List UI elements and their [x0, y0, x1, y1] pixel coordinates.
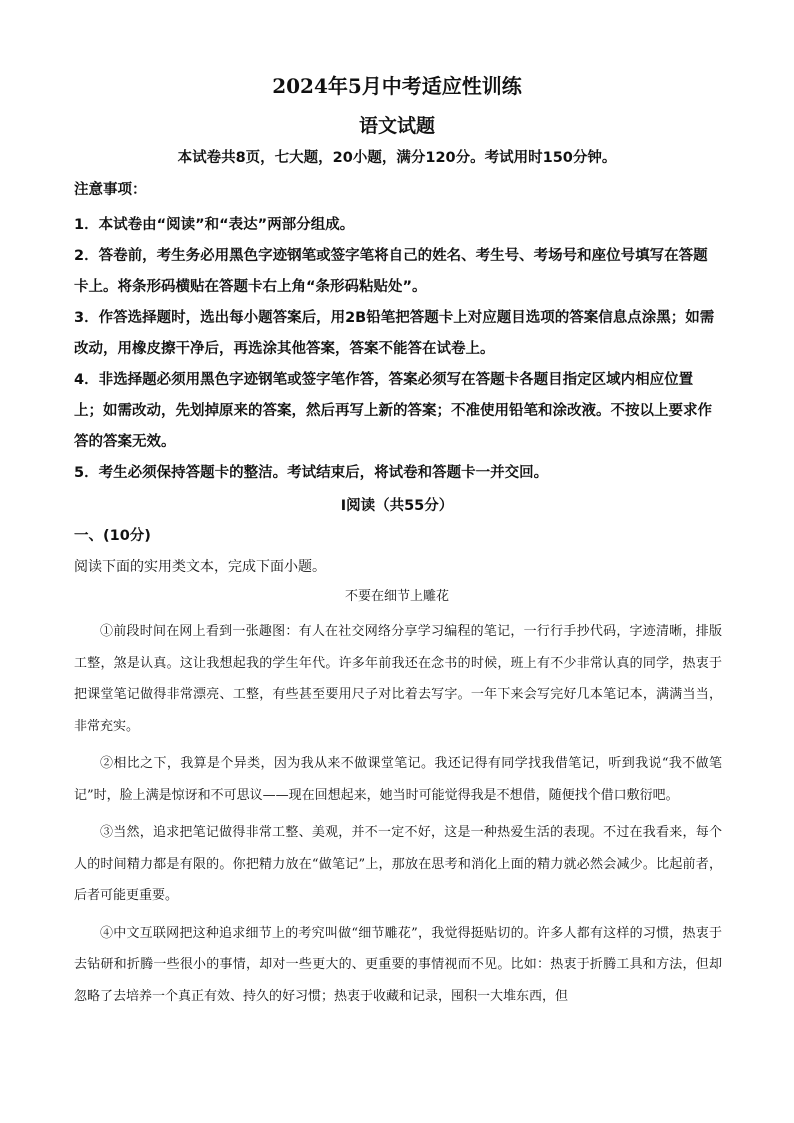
- article-paragraph: ④中文互联网把这种追求细节上的考究叫做“细节雕花”，我觉得挺贴切的。许多人都有这样的习惯，热衷于去钻研和折腾一些很小的事情，却对一些更大的、更重要的事情视而不见。比如：热衷于折腾工具和方法，但却忽略了去培养一个真正有效、持久的好习惯；热衷于收藏和记录，囤积一大堆东西，但: [74, 925, 722, 1004]
- exam-info: 本试卷共8页，七大题，20小题，满分120分。考试用时150分钟。: [177, 150, 617, 166]
- notice-item: 5．考生必须保持答题卡的整洁。考试结束后，将试卷和答题卡一并交回。: [74, 465, 549, 481]
- notice-item: 1．本试卷由“阅读”和“表达”两部分组成。: [74, 217, 355, 233]
- exam-subtitle: 语文试题: [358, 115, 435, 137]
- article-body: [74, 616, 722, 1018]
- section-heading: Ⅰ阅读（共55分）: [340, 498, 454, 514]
- article-title: 不要在细节上雕花: [344, 589, 449, 604]
- notice-heading: 注意事项：: [74, 182, 147, 198]
- notice-item: 4．非选择题必须用黑色字迹钢笔或签字笔作答，答案必须写在答题卡各题目指定区域内相应位置上；如需改动，先划掉原来的答案，然后再写上新的答案；不准使用铅笔和涂改液。不按以上要求作答的答案无效。: [74, 372, 712, 450]
- notice-list: [74, 210, 722, 489]
- exam-title: 2024年5月中考适应性训练: [272, 74, 522, 98]
- article-paragraph: ②相比之下，我算是个异类，因为我从来不做课堂笔记。我还记得有同学找我借笔记，听到我说“我不做笔记”时，脸上满是惊讶和不可思议——现在回想起来，她当时可能觉得我是不想借，随便找个借口敷衍吧。: [74, 756, 722, 803]
- article-paragraph: ③当然，追求把笔记做得非常工整、美观，并不一定不好，这是一种热爱生活的表现。不过在我看来，每个人的时间精力都是有限的。你把精力放在“做笔记”上，那放在思考和消化上面的精力就必然会减少。比起前者，后者可能更重要。: [74, 825, 722, 903]
- article-paragraph: ①前段时间在网上看到一张趣图：有人在社交网络分享学习编程的笔记，一行行手抄代码，字迹清晰，排版工整，煞是认真。这让我想起我的学生年代。许多年前我还在念书的时候，班上有不少非常认真的同学，热衷于把课堂笔记做得非常漂亮、工整，有些甚至要用尺子对比着去写字。一年下来会写完好几本笔记本，满满当当，非常充实。: [74, 624, 722, 734]
- notice-item: 2．答卷前，考生务必用黑色字迹钢笔或签字笔将自己的姓名、考生号、考场号和座位号填写在答题卡上。将条形码横贴在答题卡右上角“条形码粘贴处”。: [74, 248, 708, 295]
- question-instruction: 阅读下面的实用类文本，完成下面小题。: [74, 559, 326, 575]
- notice-item: 3．作答选择题时，选出每小题答案后，用2B铅笔把答题卡上对应题目选项的答案信息点涂黑；如需改动，用橡皮擦干净后，再选涂其他答案，答案不能答在试卷上。: [74, 310, 715, 357]
- question-heading: 一、(10分): [74, 528, 151, 544]
